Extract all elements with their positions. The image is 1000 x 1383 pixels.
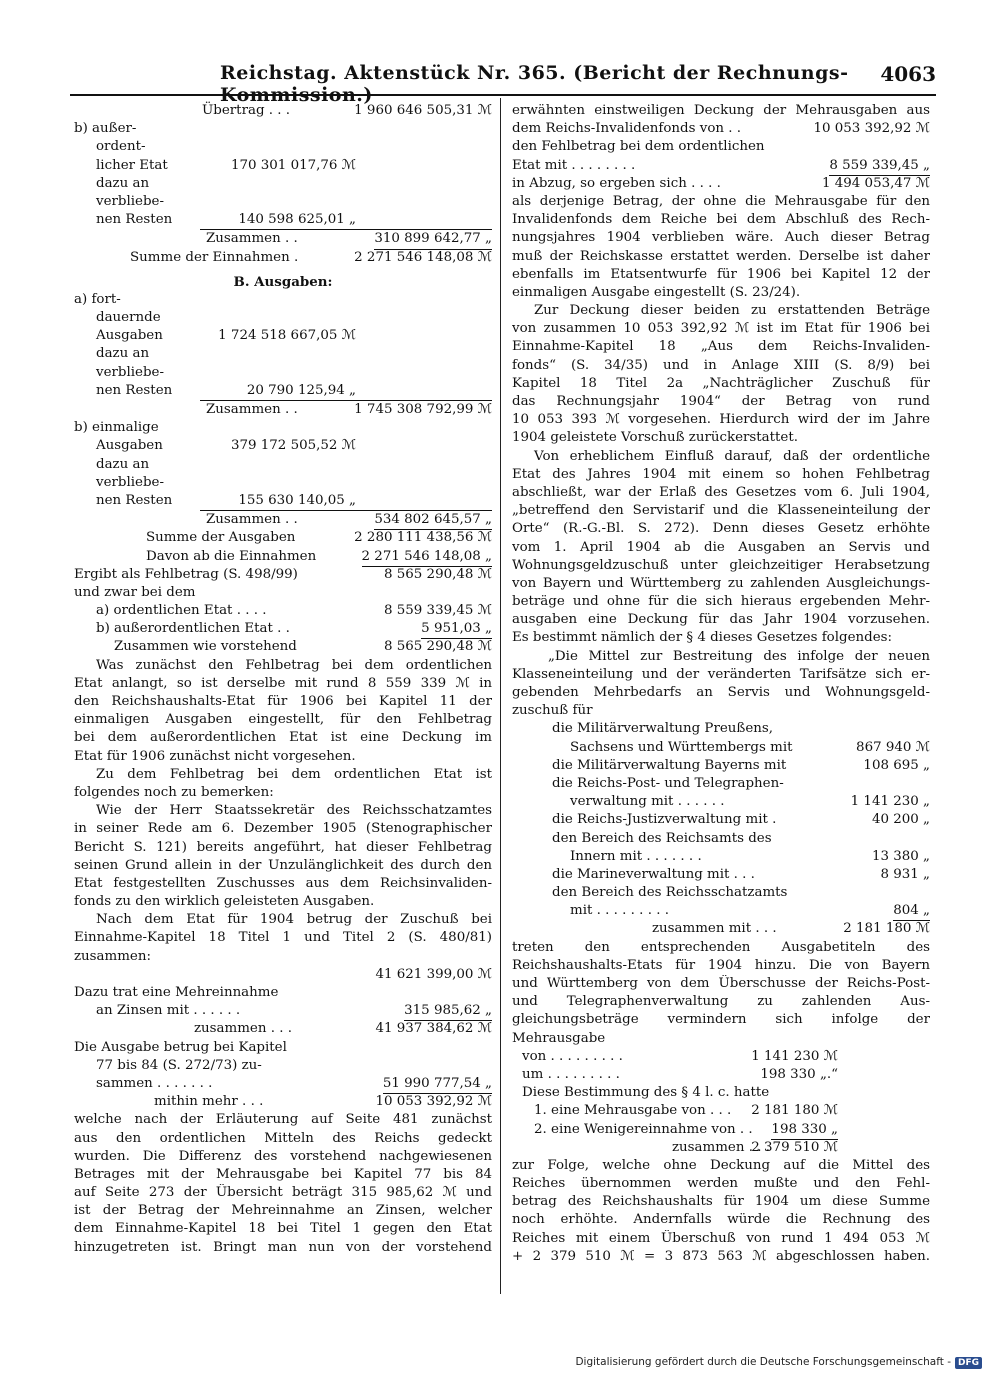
b2-line-3 bbox=[74, 456, 492, 474]
rp4-line: gleichungsbeträge vermindern sich infolge der bbox=[512, 1012, 930, 1028]
rp2-line: 10 053 393 ℳ vorgesehen. Hierdurch wird der im Jahre bbox=[512, 412, 930, 428]
list-item-amount: 804 „ bbox=[893, 902, 930, 921]
summe-ausgaben-row bbox=[74, 529, 492, 547]
b-line-4 bbox=[74, 175, 492, 193]
rp1-line: nungsjahres 1904 verblieben wäre. Auch dieser Betrag bbox=[512, 230, 930, 246]
a-label: a) fort- bbox=[74, 291, 121, 307]
right-paragraph-2 bbox=[512, 302, 930, 448]
ausserordentlich-amount: 5 951,03 „ bbox=[421, 620, 492, 639]
ausserordentlich-label: b) außerordentlichen Etat . . bbox=[96, 621, 290, 637]
p3-line: fonds zu den wirklich geleisteten Ausgaben. bbox=[74, 894, 375, 910]
a-line-2 bbox=[74, 309, 492, 327]
list-item-text: die Reichs-Post- und Telegraphen- bbox=[552, 775, 784, 791]
zusammen-1-amount: 310 899 642,77 „ bbox=[374, 230, 492, 249]
b2-resten-amount: 155 630 140,05 „ bbox=[238, 492, 356, 508]
a-line-5-text: verbliebe- bbox=[96, 364, 164, 380]
list-item-text: Innern mit . . . . . . . bbox=[570, 848, 702, 864]
summe-einnahmen-amount: 2 271 546 148,08 ℳ bbox=[354, 249, 492, 265]
b-line-5 bbox=[74, 193, 492, 211]
rp4-line: und Württemberg von dem Überschusse der Reichs-Post- bbox=[512, 976, 930, 991]
zusammen-5-row bbox=[74, 1020, 492, 1038]
list-item-amount: 8 931 „ bbox=[880, 866, 930, 882]
ordentlich-label: a) ordentlichen Etat . . . . bbox=[96, 603, 267, 619]
davon-row bbox=[74, 548, 492, 566]
rp2-line: Einnahme-Kapitel 18 „Aus dem Reichs-Invaliden- bbox=[512, 339, 930, 355]
zusammen-4-label: Zusammen wie vorstehend bbox=[114, 639, 297, 655]
rp3-line: beträge und ohne für die sich hieraus ergebenden Mehr- bbox=[512, 594, 930, 610]
quote-line: Klasseneinteilung und der veränderten Tarifsätze sich er- bbox=[512, 666, 930, 682]
paragraph-4 bbox=[74, 911, 492, 984]
list-item-7 bbox=[552, 884, 930, 902]
list-item-text: die Marineverwaltung mit . . . bbox=[552, 866, 755, 882]
list-item-1b bbox=[552, 739, 930, 757]
a-resten-amount: 20 790 125,94 „ bbox=[246, 382, 356, 398]
right-column bbox=[512, 102, 930, 1266]
right-paragraph-4 bbox=[512, 939, 930, 1048]
b-line-5-text: verbliebe- bbox=[96, 193, 164, 209]
list-item-amount: 1 141 230 „ bbox=[850, 794, 930, 810]
b-etat-amount: 170 301 017,76 ℳ bbox=[230, 157, 356, 173]
p5-line: hinzugetreten ist. Bringt man nun von der vorstehend bbox=[74, 1239, 492, 1255]
ausg-line-3 bbox=[74, 1075, 492, 1093]
list-total-amount: 2 181 180 ℳ bbox=[843, 921, 930, 937]
von-label: von . . . . . . . . . bbox=[522, 1048, 623, 1064]
b-line-1 bbox=[74, 120, 492, 138]
list-item-text: verwaltung mit . . . . . . bbox=[570, 794, 725, 810]
um-amount: 198 330 „.“ bbox=[760, 1066, 838, 1082]
p5-line: welche nach der Erläuterung auf Seite 481 zunächst bbox=[74, 1112, 492, 1128]
p1-line: einmaligen Ausgaben eingestellt, für den Fehlbetrag bbox=[74, 712, 492, 728]
mithin-label: mithin mehr . . . bbox=[154, 1094, 264, 1110]
summe-einnahmen-label: Summe der Einnahmen . bbox=[130, 249, 299, 265]
a-line-6 bbox=[74, 382, 492, 400]
p3-line: seinen Grund allein in der Unzulänglichkeit des durch den bbox=[74, 857, 492, 873]
rp1-line: Invalidenfonds dem Reiche bei dem Abschluß des Rech- bbox=[512, 212, 930, 228]
p3-line: Etat festgestellten Zuschusses aus dem Reichsinvaliden- bbox=[74, 875, 492, 891]
rp4-line: Reichshaushalts-Etats für 1904 hinzu. Die von Bayern bbox=[512, 957, 930, 973]
list-item-3 bbox=[552, 775, 930, 793]
rp3-line: vom 1. April 1904 ab die Ausgaben an Servis und bbox=[512, 539, 930, 555]
mehr-line-1 bbox=[74, 984, 492, 1002]
r-line-4 bbox=[512, 157, 930, 175]
summe-einnahmen-row bbox=[74, 249, 492, 267]
ausg-line-1 bbox=[74, 1039, 492, 1057]
p4-amount-row bbox=[74, 966, 492, 984]
right-paragraph-1 bbox=[512, 193, 930, 302]
servis-list bbox=[512, 720, 930, 938]
list-item-4 bbox=[552, 811, 930, 829]
b2-line-5 bbox=[74, 492, 492, 510]
b2-line-2 bbox=[74, 437, 492, 455]
fehlbetrag-amount: 8 565 290,48 ℳ bbox=[383, 566, 492, 582]
list-item-text: den Bereich des Reichsschatzamts bbox=[552, 885, 788, 901]
von-amount: 1 141 230 ℳ bbox=[751, 1048, 838, 1064]
rp4-line: und Telegraphenverwaltung zu zahlenden Aus- bbox=[512, 994, 930, 1010]
paragraph-5 bbox=[74, 1111, 492, 1257]
paragraph-2 bbox=[74, 766, 492, 802]
p1-line: Etat für 1906 zunächst nicht vorgesehen. bbox=[74, 748, 356, 764]
p1-line: bei dem außerordentlichen Etat ist eine Deckung im bbox=[74, 730, 492, 746]
zusammen-1-label: Zusammen . . bbox=[206, 231, 298, 247]
list-item-text: mit . . . . . . . . . bbox=[570, 903, 669, 919]
rp5-line: + 2 379 510 ℳ = 3 873 563 ℳ abgeschlossen haben. bbox=[512, 1248, 930, 1264]
b2-ausgaben-amount: 379 172 505,52 ℳ bbox=[230, 438, 356, 454]
effect-total-label: zusammen . . . bbox=[672, 1139, 771, 1155]
bestimmung-line: Diese Bestimmung des § 4 l. c. hatte bbox=[522, 1085, 770, 1101]
summe-ausgaben-amount: 2 280 111 438,56 ℳ bbox=[354, 530, 492, 546]
zusammen-3-amount: 534 802 645,57 „ bbox=[374, 511, 492, 530]
effect-total-row bbox=[512, 1139, 930, 1157]
right-paragraph-3 bbox=[512, 448, 930, 648]
rp2-line: Zur Deckung dieser beiden zu erstattenden Beträge bbox=[534, 303, 930, 319]
fehlbetrag-row bbox=[74, 566, 492, 584]
p3-line: Wie der Herr Staatssekretär des Reichsschatzamtes bbox=[96, 803, 492, 819]
quote-block bbox=[512, 648, 930, 721]
b-line-6-text: nen Resten bbox=[96, 212, 173, 228]
list-item-2 bbox=[552, 757, 930, 775]
zusammen-2-row bbox=[200, 400, 492, 419]
b2-line-1 bbox=[74, 419, 492, 437]
dfg-logo: DFG bbox=[955, 1357, 982, 1369]
rp3-line: Orte“ (R.-G.-Bl. S. 272). Denn dieses Gesetz erhöhte bbox=[512, 521, 930, 537]
list-item-text: die Militärverwaltung Bayerns mit bbox=[552, 757, 787, 773]
p5-line: dem Einnahme-Kapitel 18 bei Titel 1 gegen den Etat bbox=[74, 1221, 492, 1237]
b-label: b) außer- bbox=[74, 121, 137, 137]
ordentlich-row bbox=[74, 602, 492, 620]
rp1-line: muß der Reichskasse erstattet werden. Derselbe ist daher bbox=[512, 248, 930, 264]
fehlbetrag-label: Ergibt als Fehlbetrag (S. 498/99) bbox=[74, 566, 298, 582]
r2-amount: 10 053 392,92 ℳ bbox=[813, 121, 930, 137]
list-item-text: Sachsens und Württembergs mit bbox=[570, 739, 793, 755]
p5-line: auf Seite 273 der Übersicht beträgt 315 985,62 ℳ und bbox=[74, 1185, 492, 1201]
rp3-line: Es bestimmt nämlich der § 4 dieses Gesetzes folgendes: bbox=[512, 630, 893, 646]
rp3-line: Etat des Jahres 1904 mit einem so hohen Fehlbetrag bbox=[512, 466, 930, 482]
uebertrag-row bbox=[74, 102, 492, 120]
p1-line: Etat anlangt, so ist derselbe mit rund 8 559 339 ℳ in bbox=[74, 675, 492, 691]
b-line-3-text: licher Etat bbox=[96, 157, 168, 173]
rp3-line: ausgaben eine Deckung für das Jahr 1904 vorzusehen. bbox=[512, 612, 930, 628]
right-paragraph-5 bbox=[512, 1157, 930, 1266]
rp1-line: einmaligen Ausgabe eingestellt (S. 23/24). bbox=[512, 284, 801, 300]
effect-1-amount: 2 181 180 ℳ bbox=[751, 1103, 838, 1119]
um-row bbox=[512, 1066, 930, 1084]
rp2-line: das Rechnungsjahr 1904“ der Betrag von rund bbox=[512, 394, 930, 409]
p5-line: Betrages mit der Mehrausgabe bei Kapitel 77 bis 84 bbox=[74, 1166, 492, 1182]
rp3-line: abschließt, war der Erlaß des Gesetzes vom 6. Juli 1904, bbox=[512, 484, 930, 500]
a-line-3-text: Ausgaben bbox=[96, 328, 163, 344]
list-item-text: den Bereich des Reichsamts des bbox=[552, 830, 772, 846]
list-item-3b bbox=[552, 793, 930, 811]
rp3-line: Von erheblichem Einfluß darauf, daß der ordentliche bbox=[534, 448, 930, 464]
rp4-line: treten den entsprechenden Ausgabetiteln des bbox=[512, 939, 930, 955]
footer-text: Digitalisierung gefördert durch die Deutsche Forschungsgemeinschaft - bbox=[575, 1356, 951, 1368]
left-column bbox=[74, 102, 492, 1257]
uebertrag-label: Übertrag . . . bbox=[202, 103, 291, 118]
list-item-amount: 40 200 „ bbox=[871, 812, 930, 828]
ausg-line-2 bbox=[74, 1057, 492, 1075]
zusammen-3-label: Zusammen . . bbox=[206, 512, 298, 528]
a-line-1 bbox=[74, 291, 492, 309]
list-item-amount: 108 695 „ bbox=[863, 757, 930, 773]
mehr-line-2 bbox=[74, 1002, 492, 1020]
rp5-line: noch erhöhte. Andernfalls würde die Rechnung des bbox=[512, 1212, 930, 1228]
a-line-5 bbox=[74, 364, 492, 382]
list-item-text: die Militärverwaltung Preußens, bbox=[552, 721, 774, 737]
b-line-3 bbox=[74, 157, 492, 175]
rp2-line: 1904 geleistete Vorschuß zurückerstattet. bbox=[512, 430, 798, 446]
list-item-amount: 867 940 ℳ bbox=[856, 739, 930, 755]
p3-line: Bericht S. 121) bereits angeführt, hat dieser Fehlbetrag bbox=[74, 839, 492, 855]
ausg-l1-text: Die Ausgabe betrug bei Kapitel bbox=[74, 1039, 287, 1055]
zusammen-2-amount: 1 745 308 792,99 ℳ bbox=[354, 402, 492, 417]
effect-total-amount: 2 379 510 ℳ bbox=[751, 1139, 838, 1155]
quote-line: zuschuß für bbox=[512, 703, 593, 719]
rp1-line: ebenfalls im Etatsentwurfe für 1906 bei Kapitel 12 der bbox=[512, 266, 930, 282]
rp3-line: „betreffend den Servistarif und die Klasseneinteilung der bbox=[512, 503, 930, 519]
a-line-6-text: nen Resten bbox=[96, 382, 173, 398]
rp4-line: Mehrausgabe bbox=[512, 1030, 606, 1046]
mithin-row bbox=[74, 1093, 492, 1111]
b-line-2-text: ordent- bbox=[96, 139, 146, 155]
rp5-line: betrag des Reichshaushalts für 1904 um diese Summe bbox=[512, 1194, 930, 1210]
list-item-7b bbox=[552, 902, 930, 920]
ausg-amount: 51 990 777,54 „ bbox=[383, 1075, 492, 1094]
list-total-row bbox=[552, 920, 930, 938]
p3-line: in seiner Rede am 6. Dezember 1905 (Stenographischer bbox=[74, 821, 492, 837]
page-header bbox=[70, 58, 936, 106]
und-zwar: und zwar bei dem bbox=[74, 584, 196, 600]
list-item-5b bbox=[552, 848, 930, 866]
p2-line: Zu dem Fehlbetrag bei dem ordentlichen Etat ist bbox=[96, 766, 492, 782]
zusammen-2-label: Zusammen . . bbox=[206, 402, 298, 417]
r5-amount: 1 494 053,47 ℳ bbox=[821, 175, 930, 191]
b-line-2 bbox=[74, 138, 492, 156]
zusammen-4-amount: 8 565 290,48 ℳ bbox=[383, 639, 492, 655]
zusammen-4-row bbox=[74, 638, 492, 656]
p5-line: wurden. Die Differenz des vorstehend nachgewiesenen bbox=[74, 1148, 492, 1164]
effect-1-row bbox=[512, 1102, 930, 1120]
r-line-5 bbox=[512, 175, 930, 193]
list-item-6 bbox=[552, 866, 930, 884]
header-title: Reichstag. Aktenstück Nr. 365. (Bericht der Rechnungs-Kommission.) bbox=[220, 62, 849, 106]
r2-text: dem Reichs-Invalidenfonds von . . bbox=[512, 121, 742, 137]
effect-2-row bbox=[512, 1121, 930, 1139]
r-line-2 bbox=[512, 120, 930, 138]
paragraph-3 bbox=[74, 802, 492, 911]
rp3-line: Wohnungsgeldzuschuß unter gleichzeitiger Herabsetzung bbox=[512, 557, 930, 573]
list-item-amount: 13 380 „ bbox=[871, 848, 930, 864]
quote-line: „Die Mittel zur Bestreitung des infolge der neuen bbox=[548, 648, 930, 664]
ausg-l3-text: sammen . . . . . . . bbox=[96, 1075, 213, 1091]
summe-ausgaben-label: Summe der Ausgaben bbox=[146, 530, 296, 546]
a-line-2-text: dauernde bbox=[96, 310, 161, 326]
um-label: um . . . . . . . . . bbox=[522, 1066, 620, 1082]
page-number: 4063 bbox=[880, 62, 936, 86]
zusammen-3-row bbox=[200, 510, 492, 529]
column-divider bbox=[500, 98, 501, 1294]
a-line-4-text: dazu an bbox=[96, 346, 150, 362]
r-line-1: erwähnten einstweiligen Deckung der Mehrausgaben aus bbox=[512, 103, 930, 118]
a-ausgaben-amount: 1 724 518 667,05 ℳ bbox=[218, 328, 356, 344]
mehr-l1-text: Dazu trat eine Mehreinnahme bbox=[74, 985, 279, 1000]
list-item-1 bbox=[552, 720, 930, 738]
list-item-text: die Reichs-Justizverwaltung mit . bbox=[552, 812, 777, 828]
ordentlich-amount: 8 559 339,45 ℳ bbox=[383, 603, 492, 619]
zusammen-1-row bbox=[200, 229, 492, 248]
davon-amount: 2 271 546 148,08 „ bbox=[362, 548, 492, 567]
rp5-line: Reiches übernommen werden mußte und den Fehl- bbox=[512, 1176, 930, 1192]
p5-line: ist der Betrag der Mehreinnahme an Zinsen, welcher bbox=[74, 1203, 492, 1219]
b2-label: b) einmalige bbox=[74, 420, 159, 436]
list-item-5 bbox=[552, 830, 930, 848]
b2-line-2-text: Ausgaben bbox=[96, 438, 163, 454]
mithin-amount: 10 053 392,92 ℳ bbox=[375, 1094, 492, 1110]
r5-text: in Abzug, so ergeben sich . . . . bbox=[512, 175, 721, 191]
a-line-4 bbox=[74, 345, 492, 363]
effect-2-label: 2. eine Wenigereinnahme von . . bbox=[534, 1121, 753, 1137]
p2-line: folgendes noch zu bemerken: bbox=[74, 784, 274, 800]
uebertrag-amount: 1 960 646 505,31 ℳ bbox=[354, 103, 492, 118]
ausgaben-heading: B. Ausgaben: bbox=[233, 273, 333, 290]
p5-line: aus den ordentlichen Mitteln des Reichs gedeckt bbox=[74, 1130, 492, 1146]
zusammen-5-label: zusammen . . . bbox=[194, 1021, 293, 1037]
rp3-line: von Bayern und Württemberg zu zahlenden Ausgleichungs- bbox=[512, 575, 930, 591]
b2-line-3-text: dazu an bbox=[96, 456, 150, 472]
rp5-line: zur Folge, welche ohne Deckung auf die Mittel des bbox=[512, 1157, 930, 1173]
p4-amount: 41 621 399,00 ℳ bbox=[375, 966, 492, 982]
mehr-l2-text: an Zinsen mit . . . . . . bbox=[96, 1003, 241, 1019]
b2-line-5-text: nen Resten bbox=[96, 492, 173, 508]
paragraph-1 bbox=[74, 657, 492, 766]
effect-2-amount: 198 330 „ bbox=[771, 1121, 838, 1140]
rp1-line: als derjenige Betrag, der ohne die Mehrausgabe für den bbox=[512, 193, 930, 209]
p4-line: Nach dem Etat für 1904 betrug der Zuschuß bei bbox=[96, 912, 492, 928]
b-line-4-text: dazu an bbox=[96, 175, 150, 191]
b2-line-4 bbox=[74, 474, 492, 492]
b-line-6 bbox=[74, 211, 492, 229]
rp2-line: von zusammen 10 053 392,92 ℳ ist im Etat für 1906 bei bbox=[512, 321, 930, 337]
rp2-line: fonds“ (S. 34/35) und in Anlage XIII (S. 8/9) bei bbox=[512, 357, 930, 373]
p1-line: den Reichshaushalts-Etat für 1906 bei Kapitel 11 der bbox=[74, 694, 492, 709]
b-resten-amount: 140 598 625,01 „ bbox=[238, 212, 356, 228]
a-line-3 bbox=[74, 327, 492, 345]
ausserordentlich-row bbox=[74, 620, 492, 638]
effect-1-label: 1. eine Mehrausgabe von . . . bbox=[534, 1103, 732, 1119]
r-line-3: den Fehlbetrag bei dem ordentlichen bbox=[512, 139, 765, 155]
quote-line: gebenden Mehrbedarfs an Servis und Wohnungsgeld- bbox=[512, 685, 930, 700]
r4-amount: 8 559 339,45 „ bbox=[829, 157, 930, 176]
ausg-l2-text: 77 bis 84 (S. 272/73) zu- bbox=[96, 1057, 262, 1073]
rp2-line: Kapitel 18 Titel 2a „Nachträglicher Zuschuß für bbox=[512, 375, 930, 391]
p4-line: Einnahme-Kapitel 18 Titel 1 und Titel 2 (S. 480/81) bbox=[74, 930, 492, 946]
b2-line-4-text: verbliebe- bbox=[96, 474, 164, 490]
p4-line: zusammen: bbox=[74, 948, 151, 964]
digitization-footer bbox=[575, 1356, 982, 1369]
list-total-label: zusammen mit . . . bbox=[652, 921, 777, 937]
mehr-amount: 315 985,62 „ bbox=[404, 1002, 492, 1021]
zusammen-5-amount: 41 937 384,62 ℳ bbox=[375, 1021, 492, 1037]
rp5-line: Reiches mit einem Überschuß von rund 1 494 053 ℳ bbox=[512, 1230, 930, 1246]
von-row bbox=[512, 1048, 930, 1066]
davon-label: Davon ab die Einnahmen bbox=[146, 548, 317, 564]
p1-line: Was zunächst den Fehlbetrag bei dem ordentlichen bbox=[96, 657, 492, 673]
r4-text: Etat mit . . . . . . . . bbox=[512, 157, 636, 173]
